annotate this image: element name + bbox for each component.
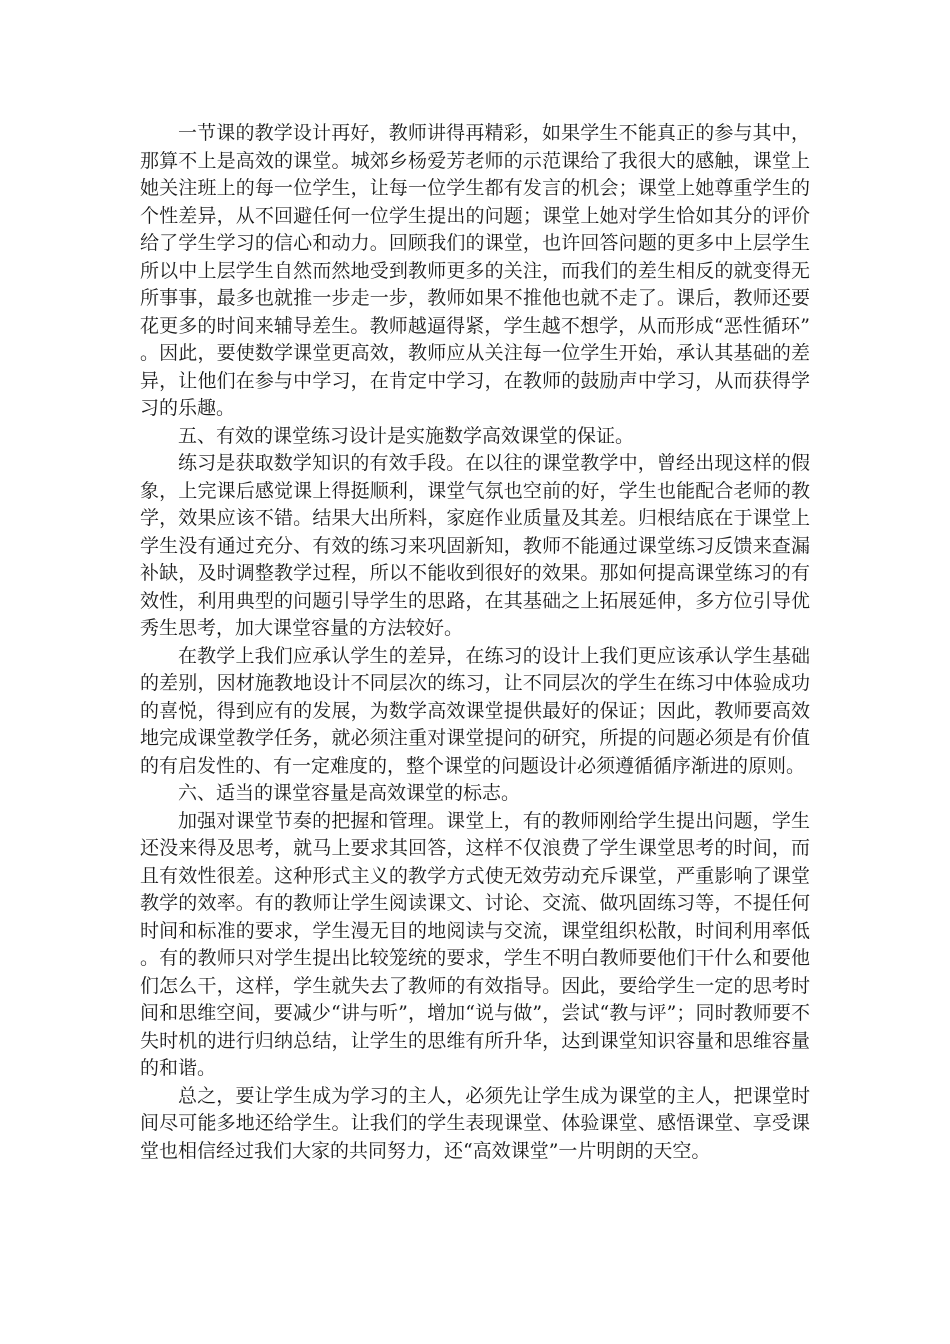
paragraph-student-participation: 一节课的教学设计再好，教师讲得再精彩，如果学生不能真正的参与其中，那算不上是高效的课堂。城郊乡杨爱芳老师的示范课给了我很大的感触，课堂上她关注班上的每一位学生，让每一位学生都有发言的机会；课堂上她尊重学生的个性差异，从不回避任何一位学生提出的问题；课堂上她对学生恰如其分的评价给了学生学习的信心和动力。回顾我们的课堂，也许回答问题的更多中上层学生所以中上层学生自然而然地受到教师更多的关注，而我们的差生相反的就变得无所事事，最多也就推一步走一步，教师如果不推他也就不走了。课后，教师还要花更多的时间来辅导差生。教师越逼得紧，学生越不想学，从而形成“恶性循环”。因此，要使数学课堂更高效，教师应从关注每一位学生开始，承认其基础的差异，让他们在参与中学习，在肯定中学习，在教师的鼓励声中学习，从而获得学习的乐趣。 [140,122,810,419]
paragraph-classroom-rhythm: 加强对课堂节奏的把握和管理。课堂上，有的教师刚给学生提出问题，学生还没来得及思考，就马上要求其回答，这样不仅浪费了学生课堂思考的时间，而且有效性很差。这种形式主义的教学方式使无效劳动充斥课堂，严重影响了课堂教学的效率。有的教师让学生阅读课文、讨论、交流、做巩固练习等，不提任何时间和标准的要求，学生漫无目的地阅读与交流，课堂组织松散，时间利用率低。有的教师只对学生提出比较笼统的要求，学生不明白教师要他们干什么和要他们怎么干，这样，学生就失去了教师的有效指导。因此，要给学生一定的思考时间和思维空间，要减少“讲与听”，增加“说与做”，尝试“教与评”；同时教师要不失时机的进行归纳总结，让学生的思维有所升华，达到课堂知识容量和思维容量的和谐。 [140,809,810,1079]
paragraph-student-differences: 在教学上我们应承认学生的差异，在练习的设计上我们更应该承认学生基础的差别，因材施教地设计不同层次的练习，让不同层次的学生在练习中体验成功的喜悦，得到应有的发展，为数学高效课堂提供最好的保证；因此，教师要高效地完成课堂教学任务，就必须注重对课堂提问的研究，所提的问题必须是有价值的有启发性的、有一定难度的，整个课堂的问题设计必须遵循循序渐进的原则。 [140,644,810,777]
section-heading-five: 五、有效的课堂练习设计是实施数学高效课堂的保证。 [178,424,635,447]
paragraph-conclusion: 总之，要让学生成为学习的主人，必须先让学生成为课堂的主人，把课堂时间尽可能多地还给学生。让我们的学生表现课堂、体验课堂、感悟课堂、享受课堂也相信经过我们大家的共同努力，还“高效课堂”一片明朗的天空。 [140,1084,810,1162]
section-heading-six: 六、适当的课堂容量是高效课堂的标志。 [178,782,521,804]
document-body [140,120,810,1165]
paragraph-practice-means: 练习是获取数学知识的有效手段。在以往的课堂教学中，曾经出现这样的假象，上完课后感觉课上得挺顺利，课堂气氛也空前的好，学生也能配合老师的教学，效果应该不错。结果大出所料，家庭作业质量及其差。归根结底在于课堂上学生没有通过充分、有效的练习来巩固新知，教师不能通过课堂练习反馈来查漏补缺，及时调整教学过程，所以不能收到很好的效果。那如何提高课堂练习的有效性，利用典型的问题引导学生的思路，在其基础之上拓展延伸，多方位引导优秀生思考，加大课堂容量的方法较好。 [140,452,810,639]
